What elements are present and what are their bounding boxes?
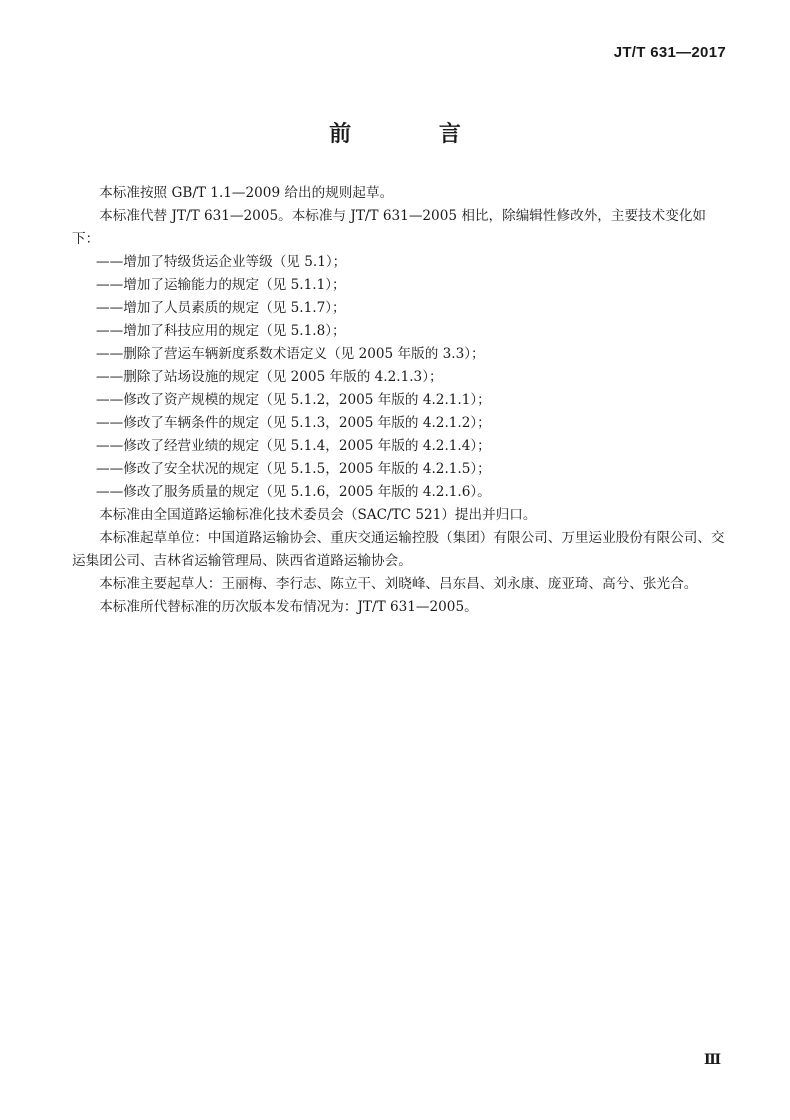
list-item: ——删除了站场设施的规定（见 2005 年版的 4.2.1.3）； — [96, 369, 443, 385]
list-item: ——修改了资产规模的规定（见 5.1.2，2005 年版的 4.2.1.1）； — [96, 392, 491, 408]
list-item: ——修改了服务质量的规定（见 5.1.6，2005 年版的 4.2.1.6）。 — [96, 484, 491, 500]
standard-code: JT/T 631—2017 — [613, 44, 726, 61]
list-item: ——增加了特级货运企业等级（见 5.1）； — [96, 254, 347, 270]
changes-list — [72, 251, 730, 504]
closing-paragraph: 本标准由全国道路运输标准化技术委员会（SAC/TC 521）提出并归口。 — [99, 507, 537, 523]
foreword-body — [72, 182, 730, 619]
list-item: ——修改了安全状况的规定（见 5.1.5，2005 年版的 4.2.1.5）； — [96, 461, 491, 477]
page-title: 前 言 — [329, 122, 501, 147]
intro-paragraph: 本标准按照 GB/T 1.1—2009 给出的规则起草。 — [99, 185, 394, 201]
list-item: ——增加了科技应用的规定（见 5.1.8）； — [96, 323, 346, 339]
list-item: ——修改了经营业绩的规定（见 5.1.4，2005 年版的 4.2.1.4）； — [96, 438, 491, 454]
closing-paragraph: 本标准起草单位：中国道路运输协会、重庆交通运输控股（集团）有限公司、万里运业股份有限公司、交运集团公司、吉林省运输管理局、陕西省道路运输协会。 — [72, 530, 725, 569]
list-item: ——增加了人员素质的规定（见 5.1.7）； — [96, 300, 346, 316]
list-item: ——删除了营运车辆新度系数术语定义（见 2005 年版的 3.3）； — [96, 346, 485, 362]
page-number: Ⅲ — [703, 1052, 720, 1068]
intro-paragraph: 本标准代替 JT/T 631—2005。本标准与 JT/T 631—2005 相比，除编辑性修改外，主要技术变化如下： — [72, 208, 707, 247]
list-item: ——修改了车辆条件的规定（见 5.1.3，2005 年版的 4.2.1.2）； — [96, 415, 491, 431]
list-item: ——增加了运输能力的规定（见 5.1.1）； — [96, 277, 346, 293]
closing-paragraph: 本标准所代替标准的历次版本发布情况为：JT/T 631—2005。 — [99, 599, 478, 615]
closing-paragraph: 本标准主要起草人：王丽梅、李行志、陈立干、刘晓峰、吕东昌、刘永康、庞亚琦、高兮、张光合。 — [99, 576, 698, 592]
